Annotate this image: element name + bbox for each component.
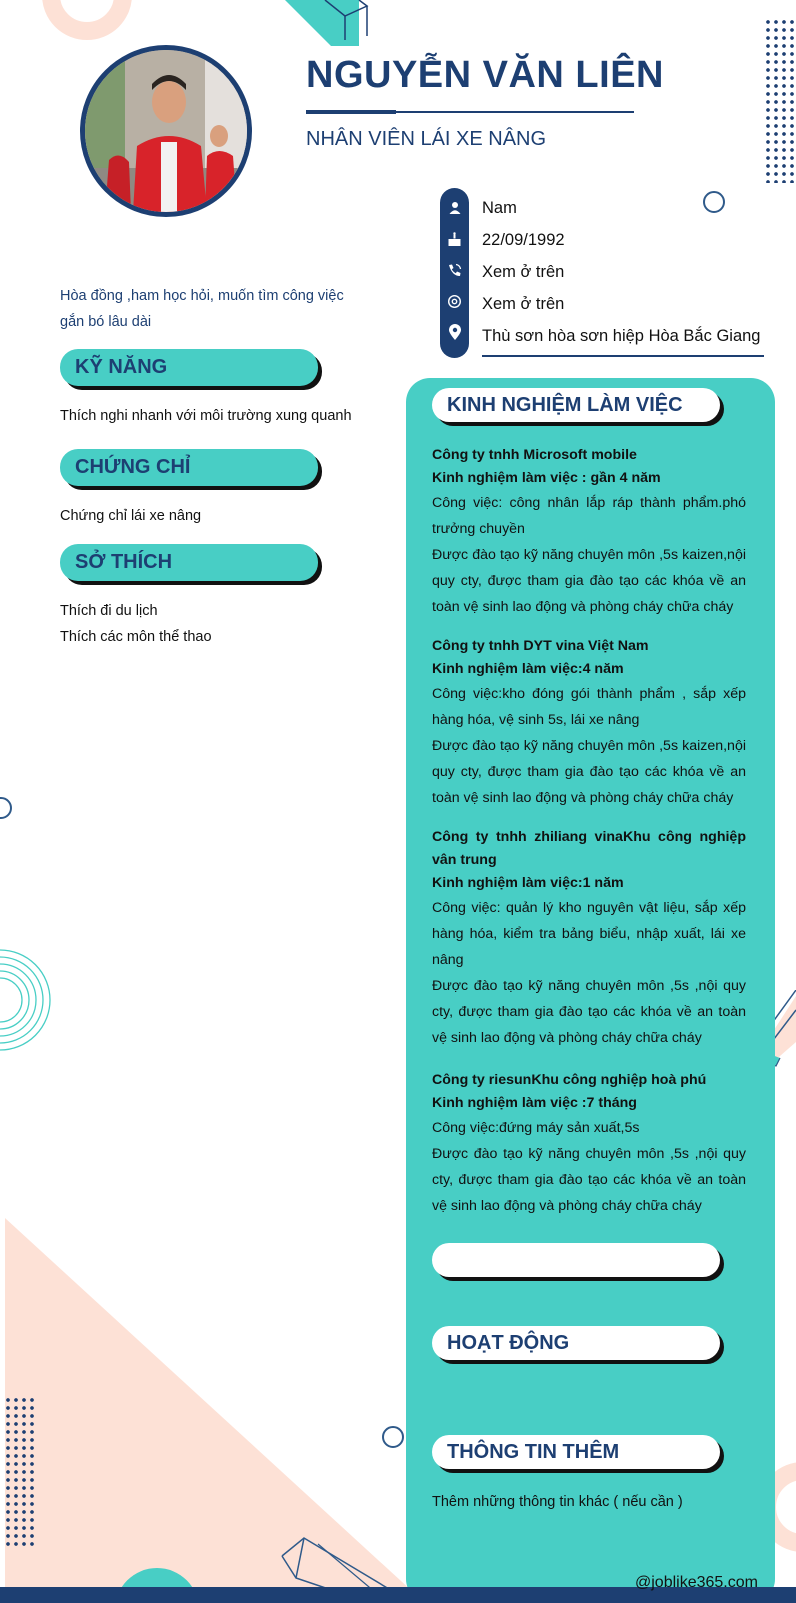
experience-company: Công ty tnhh Microsoft mobile bbox=[432, 447, 637, 463]
activities-heading bbox=[432, 1326, 720, 1360]
experience-duration: Kinh nghiệm làm việc : gần 4 năm bbox=[432, 470, 661, 486]
additional-info-text: Thêm những thông tin khác ( nếu cần ) bbox=[432, 1494, 683, 1510]
decor-ring-bottom bbox=[382, 1426, 404, 1448]
experience-item bbox=[432, 1069, 746, 1219]
email-at-icon bbox=[440, 291, 469, 311]
decor-dots-bottom-left bbox=[4, 1396, 38, 1546]
skills-title: KỸ NĂNG bbox=[75, 356, 168, 378]
experience-duration: Kinh nghiệm làm việc:4 năm bbox=[432, 661, 624, 677]
job-title: NHÂN VIÊN LÁI XE NÂNG bbox=[306, 128, 547, 150]
avatar-photo bbox=[85, 50, 247, 212]
experience-training: Được đào tạo kỹ năng chuyên môn ,5s kaizen,nội quy cty, được tham gia đào tạo các khóa về an toàn vệ sinh lao động và phòng cháy chữa cháy bbox=[432, 738, 746, 806]
contact-address: Thù sơn hòa sơn hiệp Hòa Bắc Giang bbox=[482, 327, 761, 345]
career-objective: Hòa đồng ,ham học hỏi, muốn tìm công việc gắn bó lâu dài bbox=[60, 288, 344, 330]
activities-title: HOẠT ĐỘNG bbox=[447, 1332, 570, 1354]
experience-heading bbox=[432, 388, 720, 422]
skills-text: Thích nghi nhanh với môi trường xung quanh bbox=[60, 408, 352, 424]
hobbies-title: SỞ THÍCH bbox=[75, 551, 173, 573]
candidate-name: NGUYỄN VĂN LIÊN bbox=[306, 54, 664, 96]
contact-birthday: 22/09/1992 bbox=[482, 231, 565, 249]
experience-duration: Kinh nghiệm làm việc:1 năm bbox=[432, 875, 624, 891]
experience-item bbox=[432, 444, 746, 620]
contact-icon-bar bbox=[440, 188, 469, 358]
experience-item bbox=[432, 635, 746, 811]
location-pin-icon bbox=[440, 322, 469, 342]
experience-training: Được đào tạo kỹ năng chuyên môn ,5s ,nội quy cty, được tham gia đào tạo các khóa về an toàn vệ sinh lao động và phòng cháy chữa cháy bbox=[432, 1146, 746, 1214]
experience-duration: Kinh nghiệm làm việc :7 tháng bbox=[432, 1095, 637, 1111]
contact-email: Xem ở trên bbox=[482, 295, 565, 313]
skills-heading bbox=[60, 349, 318, 386]
name-divider-accent bbox=[306, 110, 396, 114]
additional-info-title: THÔNG TIN THÊM bbox=[447, 1441, 620, 1463]
additional-info-heading bbox=[432, 1435, 720, 1469]
decor-ring-right bbox=[703, 191, 725, 213]
decor-arcs-left bbox=[0, 930, 56, 1070]
birthday-cake-icon bbox=[440, 229, 469, 249]
experience-company: Công ty tnhh zhiliang vinaKhu công nghiệp vân trung bbox=[432, 829, 746, 868]
hobby-item: Thích đi du lịch bbox=[60, 603, 158, 619]
decor-prism-top bbox=[285, 0, 395, 48]
certificates-text: Chứng chỉ lái xe nâng bbox=[60, 508, 202, 524]
certificates-heading bbox=[60, 449, 318, 486]
experience-job: Công việc: công nhân lắp ráp thành phẩm.phó trưởng chuyền bbox=[432, 495, 746, 537]
person-icon bbox=[440, 198, 469, 218]
decor-ring-top bbox=[42, 0, 132, 40]
certificates-title: CHỨNG CHỈ bbox=[75, 456, 191, 478]
experience-title: KINH NGHIỆM LÀM VIỆC bbox=[447, 394, 683, 416]
experience-company: Công ty riesunKhu công nghiệp hoà phú bbox=[432, 1072, 707, 1088]
experience-job: Công việc:kho đóng gói thành phẩm , sắp xếp hàng hóa, vệ sinh 5s, lái xe nâng bbox=[432, 686, 746, 728]
phone-icon bbox=[440, 260, 469, 280]
hobby-item: Thích các môn thể thao bbox=[60, 629, 212, 645]
experience-training: Được đào tạo kỹ năng chuyên môn ,5s kaizen,nội quy cty, được tham gia đào tạo các khóa về an toàn vệ sinh lao động và phòng cháy chữa cháy bbox=[432, 547, 746, 615]
watermark: @joblike365.com bbox=[635, 1574, 758, 1591]
hobbies-heading bbox=[60, 544, 318, 581]
contact-phone: Xem ở trên bbox=[482, 263, 565, 281]
experience-job: Công việc: quản lý kho nguyên vật liệu, sắp xếp hàng hóa, kiểm tra bảng biểu, nhập xuất, lái xe nâng bbox=[432, 900, 746, 968]
contact-divider bbox=[482, 355, 764, 357]
decor-ring-left bbox=[0, 797, 12, 819]
empty-section-heading bbox=[432, 1243, 720, 1277]
decor-dots-top-right bbox=[764, 18, 794, 183]
experience-company: Công ty tnhh DYT vina Việt Nam bbox=[432, 638, 649, 654]
experience-job: Công việc:đứng máy sản xuất,5s bbox=[432, 1120, 640, 1136]
experience-training: Được đào tạo kỹ năng chuyên môn ,5s ,nội quy cty, được tham gia đào tạo các khóa về an toàn vệ sinh lao động và phòng cháy chữa cháy bbox=[432, 978, 746, 1046]
contact-gender: Nam bbox=[482, 199, 517, 217]
experience-item bbox=[432, 826, 746, 1051]
avatar bbox=[80, 45, 252, 217]
